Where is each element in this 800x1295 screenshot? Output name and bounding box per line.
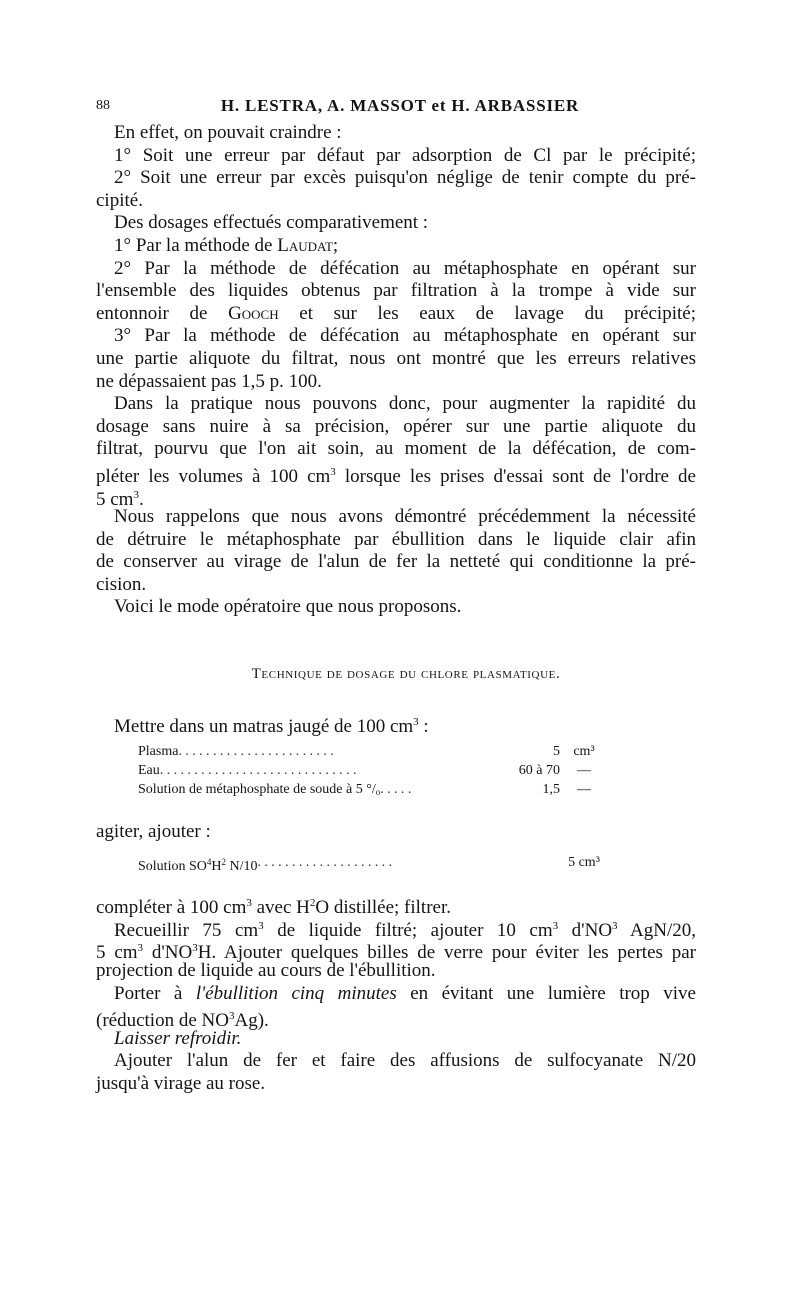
reagent-table-2	[138, 853, 608, 875]
text-line: (réduction de $NO^3Ag$).	[96, 1010, 269, 1032]
reagent-row: Solution de métaphosphate de soude à 5 °/o ..... 1,5 —	[138, 781, 591, 797]
text-line: Nous rappelons que nous avons démontré précédemment la nécessité	[114, 506, 696, 528]
text-line: 5 $cm^3$.	[96, 488, 144, 510]
paragraph-dosages	[96, 212, 696, 393]
text-line: projection de liquide au cours de l'ébullition.	[96, 960, 436, 982]
text-line: 2° Par la méthode de défécation au métaphosphate en opérant sur	[114, 257, 696, 279]
text-line: de détruire le métaphosphate par ébullition dans le liquide clair afin	[96, 528, 696, 550]
text-line: Recueillir 75 $cm^3$ de liquide filtré; ajouter 10 $cm^3$ $d'NO^3$ AgN/20,	[114, 919, 696, 941]
text-line: dosage sans nuire à sa précision, opérer sur une partie aliquote du	[96, 415, 696, 437]
page-header	[96, 96, 704, 120]
text-line: Laisser refroidir.	[114, 1027, 242, 1049]
text-line-agiter: agiter, ajouter :	[96, 820, 211, 842]
text-line: compléter à 100 $cm^3$ avec $H^2O$ distillée; filtrer.	[96, 897, 451, 919]
section-title: Technique de dosage du chlore plasmatique.	[251, 666, 561, 683]
text-line: cipité.	[96, 189, 143, 211]
text-line: filtrat, pourvu que l'on ait soin, au moment de la défécation, de com-	[96, 438, 696, 460]
text-line: une partie aliquote du filtrat, nous ont montré que les erreurs relatives	[96, 347, 696, 369]
paragraph-pratique	[96, 393, 696, 510]
text-line: 5 $cm^3$ $d'NO^3H$. Ajouter quelques billes de verre pour éviter les pertes par	[96, 942, 696, 964]
text-line: de conserver au virage de l'alun de fer la netteté qui conditionne la pré-	[96, 551, 696, 573]
reagent-row: Solution $SO^4H^2$ N/10 .................... 5 cm³	[138, 855, 600, 875]
text-line: 1° Par la méthode de Laudat;	[114, 234, 339, 256]
running-head: H. LESTRA, A. MASSOT et H. ARBASSIER	[220, 96, 580, 115]
paragraph-procedure	[96, 892, 696, 1095]
author-name-gooch: Gooch	[228, 302, 279, 324]
text-line: Dans la pratique nous pouvons donc, pour augmenter la rapidité du	[114, 393, 696, 415]
text-line: Voici le mode opératoire que nous proposons.	[114, 596, 462, 618]
text-line: 3° Par la méthode de défécation au métaphosphate en opérant sur	[114, 325, 696, 347]
text-line: Porter à l'ébullition cinq minutes en évitant une lumière trop vive	[114, 982, 696, 1004]
text-line: Des dosages effectués comparativement :	[114, 212, 429, 234]
paragraph-rappel	[96, 506, 696, 619]
paragraph-concerns	[96, 122, 696, 212]
text-line: cision.	[96, 573, 147, 595]
reagent-row: Eau ............................. 60 à 70 —	[138, 762, 591, 778]
page-number: 88	[96, 98, 110, 113]
author-name-laudat: Laudat	[277, 234, 333, 256]
reagent-table	[138, 742, 608, 799]
text-line: jusqu'à virage au rose.	[96, 1073, 266, 1094]
text-line: En effet, on pouvait craindre :	[114, 122, 342, 143]
text-line: pléter les volumes à 100 $cm^3$ lorsque les prises d'essai sont de l'ordre de	[96, 465, 696, 487]
page-body	[96, 122, 696, 1096]
text-line: ne dépassaient pas 1,5 p. 100.	[96, 370, 322, 392]
reagent-row: Plasma ....................... 5 cm³	[138, 743, 595, 759]
text-line: Ajouter l'alun de fer et faire des affusions de sulfocyanate N/20	[114, 1050, 696, 1072]
text-line: entonnoir de Gooch et sur les eaux de lavage du précipité;	[96, 302, 696, 324]
text-line-mettre: Mettre dans un matras jaugé de 100 $cm^3$ :	[114, 716, 429, 738]
text-line: 2° Soit une erreur par excès puisqu'on néglige de tenir compte du pré-	[114, 167, 696, 189]
text-line: l'ensemble des liquides obtenus par filtration à la trompe à vide sur	[96, 280, 696, 302]
text-line: 1° Soit une erreur par défaut par adsorption de Cl par le précipité;	[114, 144, 696, 166]
